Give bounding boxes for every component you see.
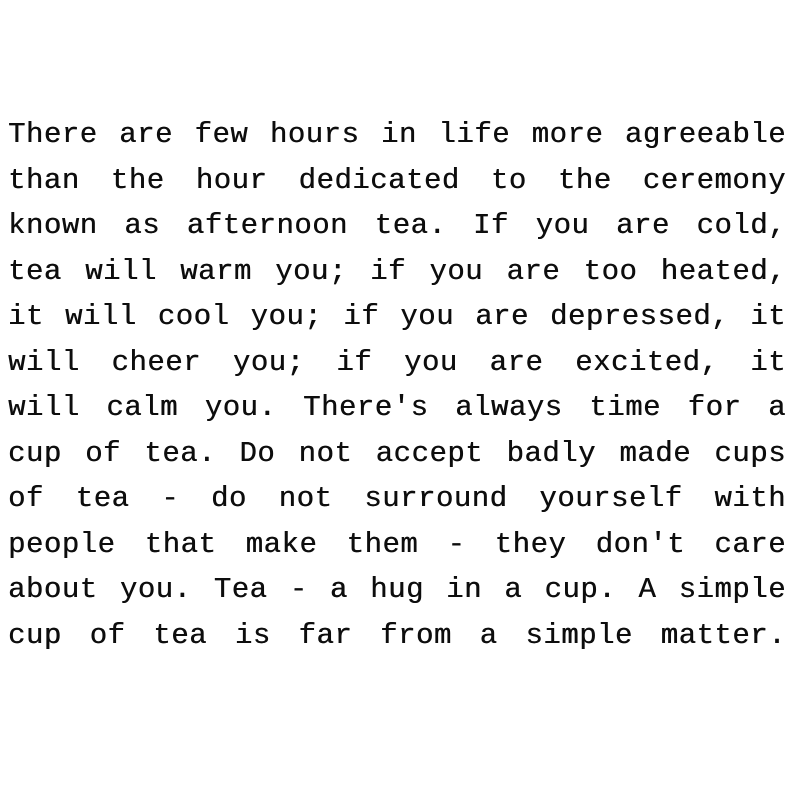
quote-line: will cheer you; if you are excited, it: [8, 345, 786, 379]
quote-line: about you. Tea - a hug in a cup. A simple: [8, 573, 786, 606]
quote-line: people that make them - they don't care: [8, 527, 786, 561]
quote-line: cup of tea. Do not accept badly made cups: [8, 436, 786, 470]
quote-line: There are few hours in life more agreeable: [8, 118, 786, 151]
quote-line: tea will warm you; if you are too heated,: [8, 254, 786, 288]
quote-line: it will cool you; if you are depressed, it: [8, 300, 786, 333]
quote-line: than the hour dedicated to the ceremony: [8, 163, 786, 197]
quote-line: cup of tea is far from a simple matter.: [8, 618, 786, 652]
quote-line: will calm you. There's always time for a: [8, 391, 786, 424]
quote-line: known as afternoon tea. If you are cold,: [8, 209, 786, 242]
quote-line: of tea - do not surround yourself with: [8, 482, 786, 515]
